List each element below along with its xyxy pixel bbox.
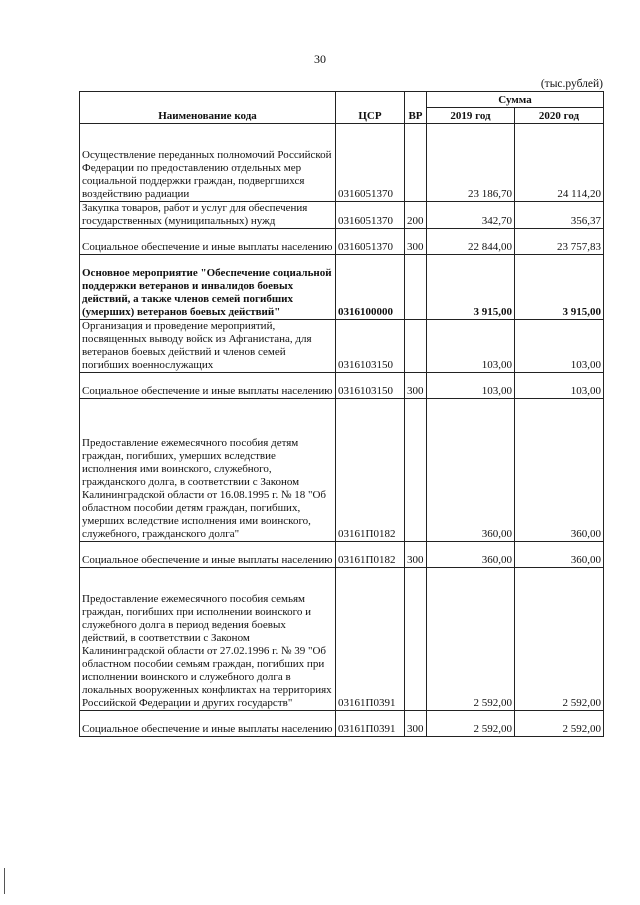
table-row bbox=[80, 255, 604, 320]
cell-name: Социальное обеспечение и иные выплаты населению bbox=[80, 229, 336, 255]
cell-csr: 0316103150 bbox=[336, 320, 405, 373]
cell-csr: 03161П0182 bbox=[336, 399, 405, 542]
table-row bbox=[80, 202, 604, 229]
cell-vr bbox=[405, 124, 427, 202]
cell-csr: 03161П0391 bbox=[336, 568, 405, 711]
cell-2019: 3 915,00 bbox=[427, 255, 515, 320]
cell-name: Основное мероприятие "Обеспечение социальной поддержки ветеранов и инвалидов боевых действий, а также членов семей погибших (умерших) ветеранов боевых действий" bbox=[80, 255, 336, 320]
cell-2019: 2 592,00 bbox=[427, 568, 515, 711]
header-vr: ВР bbox=[405, 92, 427, 124]
cell-2020: 2 592,00 bbox=[515, 568, 604, 711]
units-note: (тыс.рублей) bbox=[540, 78, 603, 90]
header-sum-group: Сумма bbox=[427, 92, 604, 108]
table-row bbox=[80, 373, 604, 399]
table-row bbox=[80, 124, 604, 202]
cell-2020: 360,00 bbox=[515, 542, 604, 568]
cell-vr: 300 bbox=[405, 229, 427, 255]
table-row bbox=[80, 568, 604, 711]
header-csr: ЦСР bbox=[336, 92, 405, 124]
cell-vr bbox=[405, 399, 427, 542]
table-row bbox=[80, 229, 604, 255]
cell-name: Организация и проведение мероприятий, посвященных выводу войск из Афганистана, для ветеранов боевых действий и членов семей погибших военнослужащих bbox=[80, 320, 336, 373]
cell-csr: 03161П0182 bbox=[336, 542, 405, 568]
cell-csr: 0316103150 bbox=[336, 373, 405, 399]
cell-csr: 0316051370 bbox=[336, 229, 405, 255]
cell-csr: 0316100000 bbox=[336, 255, 405, 320]
cell-2019: 360,00 bbox=[427, 542, 515, 568]
cell-name: Предоставление ежемесячного пособия детям граждан, погибших, умерших вследствие исполнения ими воинского, служебного, гражданского долга, в соответствии с Законом Калининградской области от 16.08.1995 г. № 18 "Об областном пособии детям граждан, погибших, умерших вследствие исполнения ими воинского, служебного, гражданского долга" bbox=[80, 399, 336, 542]
scan-margin-mark bbox=[4, 868, 5, 894]
cell-csr: 0316051370 bbox=[336, 202, 405, 229]
cell-name: Предоставление ежемесячного пособия семьям граждан, погибших при исполнении воинского и служебного долга в период ведения боевых действий, в соответствии с Законом Калининградской области от 27.02.1996 г. № 39 "Об областном пособии семьям граждан, погибших при исполнении воинского и служебного долга в локальных вооруженных конфликтах на территориях Российской Федерации и других государств" bbox=[80, 568, 336, 711]
cell-vr bbox=[405, 255, 427, 320]
cell-2019: 103,00 bbox=[427, 320, 515, 373]
page-number: 30 bbox=[314, 52, 326, 66]
cell-2020: 23 757,83 bbox=[515, 229, 604, 255]
cell-2020: 2 592,00 bbox=[515, 711, 604, 737]
cell-2020: 103,00 bbox=[515, 373, 604, 399]
cell-name: Социальное обеспечение и иные выплаты населению bbox=[80, 711, 336, 737]
cell-vr: 300 bbox=[405, 542, 427, 568]
cell-vr: 200 bbox=[405, 202, 427, 229]
cell-name: Социальное обеспечение и иные выплаты населению bbox=[80, 373, 336, 399]
cell-2020: 360,00 bbox=[515, 399, 604, 542]
table-row bbox=[80, 542, 604, 568]
cell-csr: 0316051370 bbox=[336, 124, 405, 202]
cell-2019: 342,70 bbox=[427, 202, 515, 229]
table-row bbox=[80, 399, 604, 542]
cell-name: Осуществление переданных полномочий Российской Федерации по предоставлению отдельных мер социальной поддержки граждан, подвергшихся воздействию радиации bbox=[80, 124, 336, 202]
cell-2019: 22 844,00 bbox=[427, 229, 515, 255]
header-year-2020: 2020 год bbox=[515, 108, 604, 124]
table-row bbox=[80, 320, 604, 373]
cell-vr bbox=[405, 568, 427, 711]
cell-2020: 103,00 bbox=[515, 320, 604, 373]
cell-name: Закупка товаров, работ и услуг для обеспечения государственных (муниципальных) нужд bbox=[80, 202, 336, 229]
cell-2019: 2 592,00 bbox=[427, 711, 515, 737]
cell-name: Социальное обеспечение и иные выплаты населению bbox=[80, 542, 336, 568]
cell-2019: 103,00 bbox=[427, 373, 515, 399]
cell-vr: 300 bbox=[405, 711, 427, 737]
table-row bbox=[80, 711, 604, 737]
header-name: Наименование кода bbox=[80, 92, 336, 124]
cell-2019: 360,00 bbox=[427, 399, 515, 542]
budget-table bbox=[79, 91, 604, 737]
cell-vr: 300 bbox=[405, 373, 427, 399]
cell-vr bbox=[405, 320, 427, 373]
cell-csr: 03161П0391 bbox=[336, 711, 405, 737]
header-year-2019: 2019 год bbox=[427, 108, 515, 124]
cell-2019: 23 186,70 bbox=[427, 124, 515, 202]
cell-2020: 3 915,00 bbox=[515, 255, 604, 320]
cell-2020: 356,37 bbox=[515, 202, 604, 229]
cell-2020: 24 114,20 bbox=[515, 124, 604, 202]
